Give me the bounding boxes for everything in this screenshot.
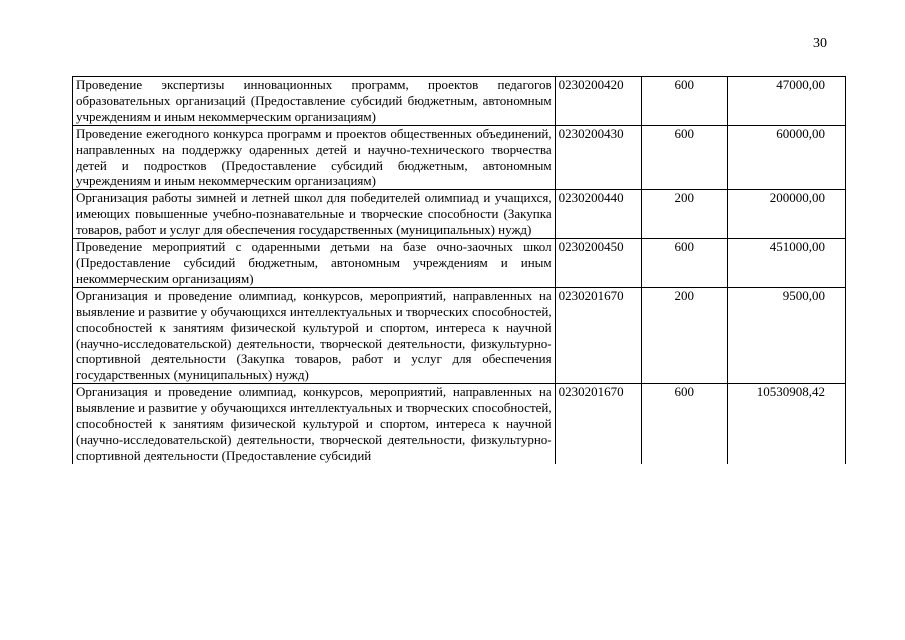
row-target-code: 0230201670 [555,287,641,383]
row-amount: 451000,00 [727,239,845,288]
row-expense-type: 200 [641,190,727,239]
row-expense-type: 600 [641,384,727,464]
table-row [73,239,846,288]
table-row [73,287,846,383]
row-description: Проведение экспертизы инновационных программ, проектов педагогов образовательных организаций (Предоставление субсидий бюджетным, автономным учреждениям и иным некоммерческим организациям) [73,77,556,126]
row-expense-type: 600 [641,77,727,126]
row-target-code: 0230200440 [555,190,641,239]
row-amount: 10530908,42 [727,384,845,464]
row-description: Организация работы зимней и летней школ для победителей олимпиад и учащихся, имеющих повышенные учебно-познавательные и творческие способности (Закупка товаров, работ и услуг для обеспечения государственных (муниципальных) нужд) [73,190,556,239]
row-description: Проведение мероприятий с одаренными детьми на базе очно-заочных школ (Предоставление субсидий бюджетным, автономным учреждениям и иным некоммерческим организациям) [73,239,556,288]
row-expense-type: 600 [641,239,727,288]
row-target-code: 0230200420 [555,77,641,126]
table-row [73,125,846,190]
table-row [73,190,846,239]
budget-table [72,76,846,464]
row-amount: 200000,00 [727,190,845,239]
row-description: Проведение ежегодного конкурса программ и проектов общественных объединений, направленных на поддержку одаренных детей и научно-технического творчества детей и подростков (Предоставление субсидий бюджетным, автономным учреждениям и иным некоммерческим организациям) [73,125,556,190]
row-expense-type: 200 [641,287,727,383]
row-amount: 47000,00 [727,77,845,126]
page-number: 30 [813,36,827,51]
row-expense-type: 600 [641,125,727,190]
row-description: Организация и проведение олимпиад, конкурсов, мероприятий, направленных на выявление и развитие у обучающихся интеллектуальных и творческих способностей, способностей к занятиям физической культурой и спортом, интереса к научной (научно-исследовательской) деятельности, творческой деятельности, физкультурно-спортивной деятельности (Предоставление субсидий [73,384,556,464]
row-target-code: 0230200450 [555,239,641,288]
table-row [73,384,846,464]
row-amount: 9500,00 [727,287,845,383]
row-target-code: 0230201670 [555,384,641,464]
row-target-code: 0230200430 [555,125,641,190]
table-row [73,77,846,126]
row-description: Организация и проведение олимпиад, конкурсов, мероприятий, направленных на выявление и развитие у обучающихся интеллектуальных и творческих способностей, способностей к занятиям физической культурой и спортом, интереса к научной (научно-исследовательской) деятельности, творческой деятельности, физкультурно-спортивной деятельности (Закупка товаров, работ и услуг для обеспечения государственных (муниципальных) нужд) [73,287,556,383]
row-amount: 60000,00 [727,125,845,190]
